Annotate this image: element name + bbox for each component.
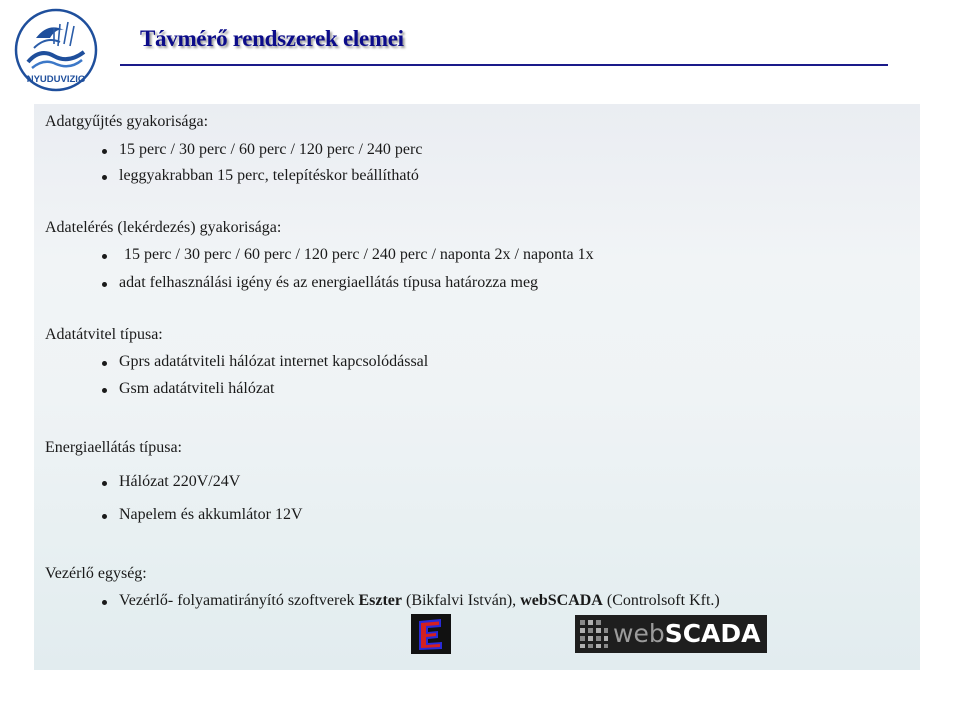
bullet	[102, 481, 107, 486]
heading-gyakorisag: Adatgyűjtés gyakorisága:	[45, 113, 209, 130]
bullet	[102, 388, 107, 393]
vezerlo-middle: (Bikfalvi István),	[401, 592, 521, 609]
heading-lekerdezes: Adatelérés (lekérdezés) gyakorisága:	[45, 219, 282, 236]
webscada-logo	[575, 615, 767, 653]
bullet	[102, 282, 107, 287]
webscada-logo-text: webSCADA	[613, 619, 761, 648]
page-title: Távmérő rendszerek elemei	[140, 26, 404, 51]
list-item-text: 15 perc / 30 perc / 60 perc / 120 perc / 240 perc	[119, 141, 423, 158]
list-item-text	[119, 592, 720, 610]
webscada-label: webSCADA	[520, 592, 603, 609]
title-divider	[120, 64, 888, 66]
eszter-label: Eszter	[358, 592, 402, 609]
eszter-logo	[411, 614, 451, 654]
nyuduvizig-logo	[14, 8, 98, 92]
list-item-text: 15 perc / 30 perc / 60 perc / 120 perc / 240 perc / naponta 2x / naponta 1x	[124, 246, 594, 263]
bullet	[102, 600, 107, 605]
heading-vezerlo: Vezérlő egység:	[45, 565, 147, 582]
list-item-text: Hálózat 220V/24V	[119, 473, 241, 490]
heading-adatatvitel: Adatátvitel típusa:	[45, 326, 163, 343]
bullet	[102, 361, 107, 366]
vezerlo-prefix: Vezérlő- folyamatirányító szoftverek	[119, 592, 359, 609]
list-item-text: Gsm adatátviteli hálózat	[119, 380, 275, 397]
list-item-text: Gprs adatátviteli hálózat internet kapcsolódással	[119, 353, 429, 370]
logo-text: NYUDUVIZIG	[26, 74, 86, 85]
grid-icon	[579, 619, 609, 649]
list-item-text: leggyakrabban 15 perc, telepítéskor beállítható	[119, 167, 419, 184]
list-item-text: Napelem és akkumlátor 12V	[119, 506, 303, 523]
bullet	[102, 175, 107, 180]
bullet	[102, 149, 107, 154]
bullet	[102, 254, 107, 259]
heading-energia: Energiaellátás típusa:	[45, 439, 182, 456]
vezerlo-suffix: (Controlsoft Kft.)	[602, 592, 720, 609]
list-item-text: adat felhasználási igény és az energiaellátás típusa határozza meg	[119, 274, 539, 291]
bullet	[102, 514, 107, 519]
